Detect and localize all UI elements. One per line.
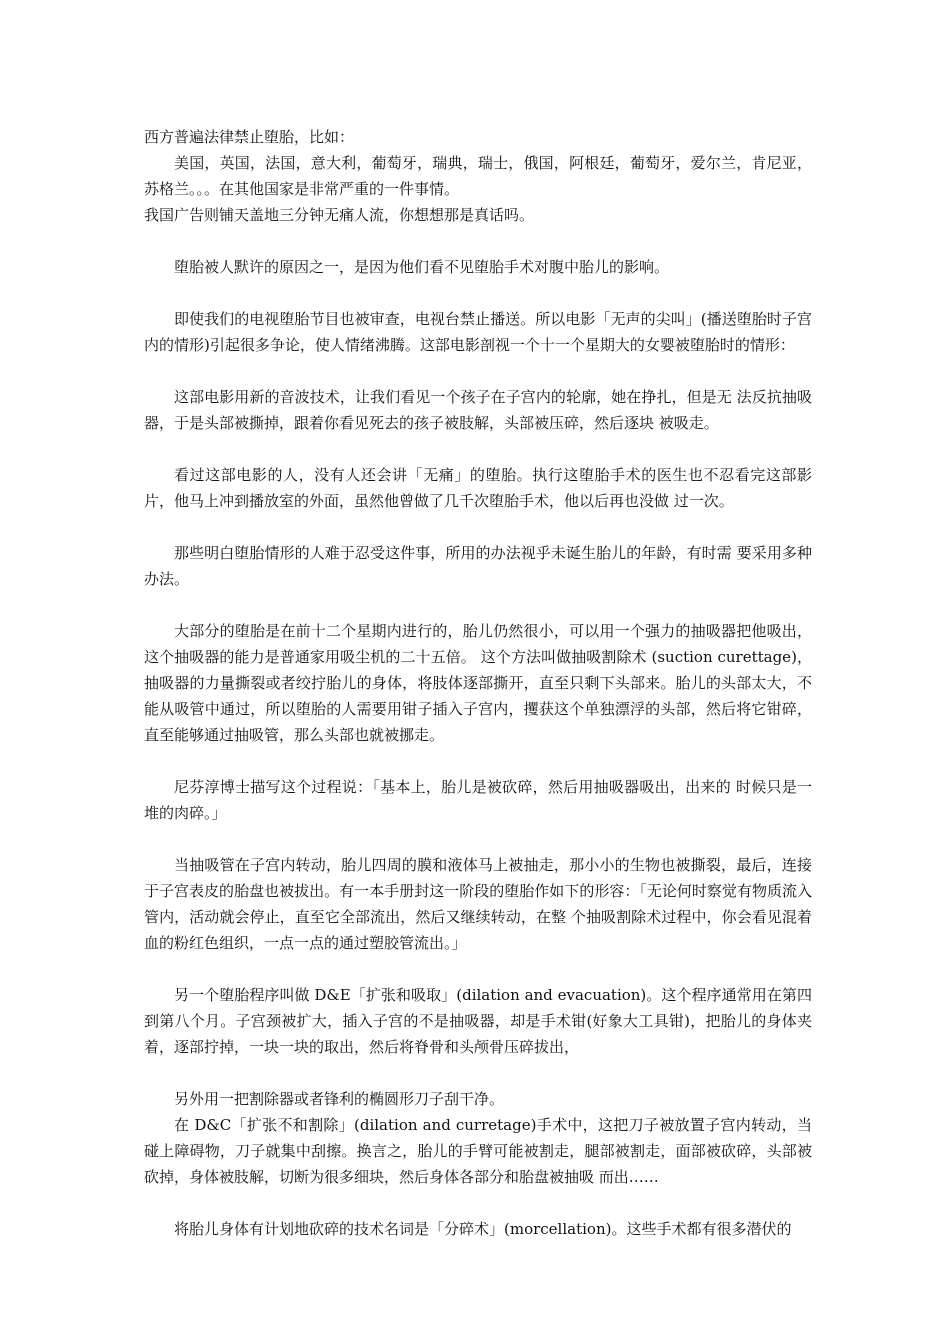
paragraph: 将胎儿身体有计划地砍碎的技术名词是「分碎术」(morcellation)。这些手术都有很多潜伏的 [174,1220,792,1238]
paragraph-gap [144,228,812,254]
paragraph-gap [144,826,812,852]
paragraph: 另一个堕胎程序叫做 D&E「扩张和吸取」(dilation and evacuation)。这个程序通常用在第四到第八个月。子宫颈被扩大，插入子宫的不是抽吸器，却是手术钳(好象大工具钳)，把胎儿的身体夹着，逐部拧掉，一块一块的取出，然后将脊骨和头颅骨压碎拔出， [144,986,812,1056]
paragraph-gap [144,956,812,982]
paragraph-gap [144,358,812,384]
paragraph: 大部分的堕胎是在前十二个星期内进行的，胎儿仍然很小，可以用一个强力的抽吸器把他吸出，这个抽吸器的能力是普通家用吸尘机的二十五倍。 这个方法叫做抽吸割除术 (suction curettage)，抽吸器的力量撕裂或者绞拧胎儿的身体，将肢体逐部撕开，直至只剩下头部来。胎儿的头部太大，不能从吸管中通过，所以堕胎的人需要用钳子插入子宫内，攫获这个单独漂浮的头部，然后将它钳碎，直至能够通过抽吸管，那么头部也就被挪走。 [144,622,812,744]
paragraph: 那些明白堕胎情形的人难于忍受这件事，所用的办法视乎未诞生胎儿的年龄，有时需 要采用多种办法。 [144,544,812,588]
paragraph: 堕胎被人默许的原因之一，是因为他们看不见堕胎手术对腹中胎儿的影响。 [174,258,670,276]
paragraph: 另外用一把割除器或者锋利的椭圆形刀子刮干净。 [174,1090,505,1108]
paragraph-gap [144,280,812,306]
paragraph: 当抽吸管在子宫内转动，胎儿四周的膜和液体马上被抽走，那小小的生物也被撕裂，最后，连接于子宫表皮的胎盘也被拔出。有一本手册封这一阶段的堕胎作如下的形容：「无论何时察觉有物质流入管内，活动就会停止，直至它全部流出，然后又继续转动，在整 个抽吸割除术过程中，你会看见混着血的粉红色组织，一点一点的通过塑胶管流出。」 [144,856,812,952]
document-body [144,124,812,1242]
paragraph: 我国广告则铺天盖地三分钟无痛人流，你想想那是真话吗。 [144,206,535,224]
paragraph-gap [144,436,812,462]
paragraph-gap [144,748,812,774]
paragraph: 在 D&C「扩张不和割除」(dilation and curretage)手术中，这把刀子被放置子宫内转动，当碰上障碍物，刀子就集中刮擦。换言之，胎儿的手臂可能被割走，腿部被割走，面部被砍碎，头部被砍掉，身体被肢解，切断为很多细块，然后身体各部分和胎盘被抽吸 而出…… [144,1116,812,1186]
paragraph: 美国，英国，法国，意大利，葡萄牙，瑞典，瑞士，俄国，阿根廷，葡萄牙，爱尔兰，肯尼亚，苏格兰。。。在其他国家是非常严重的一件事情。 [144,154,812,198]
paragraph-gap [144,1060,812,1086]
paragraph: 看过这部电影的人，没有人还会讲「无痛」的堕胎。执行这堕胎手术的医生也不忍看完这部影片，他马上冲到播放室的外面，虽然他曾做了几千次堕胎手术，他以后再也没做 过一次。 [144,466,812,510]
paragraph-gap [144,592,812,618]
paragraph: 即使我们的电视堕胎节目也被审查，电视台禁止播送。所以电影「无声的尖叫」(播送堕胎时子宫内的情形)引起很多争论，使人情绪沸腾。这部电影剖视一个十一个星期大的女婴被堕胎时的情形： [144,310,812,354]
paragraph-gap [144,514,812,540]
paragraph: 西方普遍法律禁止堕胎，比如： [144,128,355,146]
paragraph: 尼芬淳博士描写这个过程说：「基本上，胎儿是被砍碎，然后用抽吸器吸出，出来的 时候只是一堆的肉碎。」 [144,778,812,822]
paragraph: 这部电影用新的音波技术，让我们看见一个孩子在子宫内的轮廓，她在挣扎，但是无 法反抗抽吸器，于是头部被撕掉，跟着你看见死去的孩子被肢解，头部被压碎，然后逐块 被吸走。 [144,388,812,432]
paragraph-gap [144,1190,812,1216]
